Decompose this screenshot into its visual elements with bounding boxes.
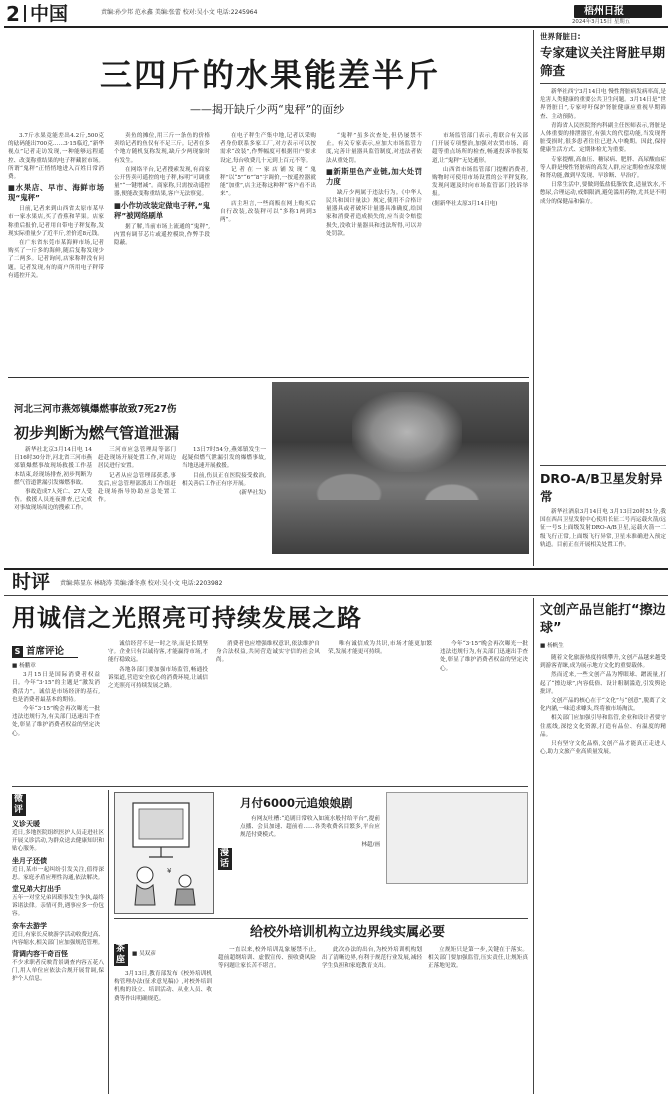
explosion-title: 初步判断为燃气管道泄漏 bbox=[14, 424, 180, 442]
right-title-2: DRO-A/B卫星发射异常 bbox=[540, 471, 663, 504]
lead-paragraph: 在电子秤生产集中地,记者以采购者身份联系多家工厂,对方表示可以按需求“改装”,作弊幅度可根据用户要求设定,每台收费几十元到上百元不等。 bbox=[220, 133, 316, 164]
right-paragraph: 日常生活中,要做到低盐低脂饮食,适量饮水,不憋尿,合理运动,戒烟限酒,避免滥用药物,尤其是不明成分的保健品和偏方。 bbox=[540, 182, 666, 205]
lead-paragraph: 山西省市场监管部门提醒消费者,购物时可使用市场设置的公平秤复称,发现问题及时向市场监管部门投诉举报。 bbox=[432, 166, 528, 198]
weiping-block-title: 奈车去游学 bbox=[12, 921, 47, 930]
cartoon-caption bbox=[240, 815, 380, 873]
cartoon-illustration bbox=[114, 792, 214, 914]
culture-title: 文创产品岂能打“擦边球” bbox=[540, 603, 666, 636]
opinion-paragraph: 诚信经营不是一时之举,而是长期坚守。企业只有以诚待客,才能赢得市场,才能行稳致远。 bbox=[108, 641, 208, 664]
opinion-credits: 责编:陈显东 林晓涛 美编:潘冬燕 校对:吴小文 电话:2203982 bbox=[60, 580, 223, 587]
lead-paragraph: 在广东省东莞市某海鲜市场,记者购买了一斤多的海鲜,随后复称发现少了二两多。记者询问,店家称秤没有问题。记者发现,有的商户所用电子秤带有遥控开关。 bbox=[8, 240, 104, 279]
chaguan-column-1 bbox=[114, 970, 212, 1094]
weiping-block-title: 坐月子还债 bbox=[12, 856, 47, 865]
lead-title: 三四斤的水果能差半斤 bbox=[99, 56, 440, 94]
page-number-divider bbox=[24, 5, 26, 22]
lead-paragraph: 缺斤少两属于违法行为。《中华人民共和国计量法》规定,使用不合格计量器具或者破坏计量器具准确度,给国家和消费者造成损失的,应当责令赔偿损失,没收计量器具和违法所得,可以并处罚款。 bbox=[326, 189, 422, 237]
cartoon-drawing bbox=[115, 793, 213, 913]
photo-credit: (新华社发) bbox=[239, 490, 266, 497]
explosion-column-2 bbox=[98, 446, 176, 558]
opinion-section-title: 时评 bbox=[12, 571, 51, 593]
culture-body bbox=[540, 654, 666, 1094]
header-date: 2024年3月15日 星期五 bbox=[572, 19, 631, 25]
weiping-divider bbox=[108, 790, 109, 1094]
explosion-column-1 bbox=[14, 446, 92, 558]
culture-paragraph: 文创产品的核心在于“文化”与“创意”,脱离了文化内涵,一味追求噱头,终将被市场淘汰。 bbox=[540, 698, 666, 713]
right-paragraph: 新华社酒泉3月14日电 3月13日20时51分,我国在西昌卫星发射中心使用长征二号丙运载火箭/远征一号S上面级发射DRO-A/B卫星,运载火箭一二级飞行正常,上面级飞行异常,卫星未准确进入预定轨道。目前正在开展相关处置工作。 bbox=[540, 509, 666, 548]
header-credits: 责编:孙少邦 范永鑫 美编:张蕾 校对:吴小文 电话:2245964 bbox=[101, 9, 258, 16]
lead-paragraph: 日前,记者来到山西省太原市某早市一家水果店,买了香蕉和苹果。店家称重后报价,记者用自带电子秤复称,发现实际重量少了近半斤,差价近8元钱。 bbox=[8, 206, 104, 237]
explosion-paragraph: 三河市应急管理局等部门赶赴现场开展处置工作,对周边居民进行安置。 bbox=[98, 447, 176, 470]
explosion-top-rule bbox=[8, 377, 529, 378]
chaguan-paragraph: 此次办法的出台,为校外培训机构划出了清晰边界,有利于规范行业发展,减轻学生负担和家庭教育支出。 bbox=[322, 947, 422, 970]
opinion-column-2 bbox=[108, 640, 208, 782]
masthead-logo bbox=[574, 5, 662, 18]
photo-smoke bbox=[352, 392, 462, 472]
weiping-block-title: 堂兄弟大打出手 bbox=[12, 885, 61, 894]
lead-paragraph: 据了解,当前市场上流通的“鬼秤”,内置有调节芯片或遥控模块,作弊手段隐蔽。 bbox=[114, 223, 210, 247]
opinion-column-3 bbox=[216, 640, 320, 782]
weiping-block-text: 近日,某市一起纠纷引发关注,值得深思。家庭矛盾应理性沟通,依法解决。 bbox=[12, 866, 104, 881]
lead-paragraph: “鬼秤”虽多次查处,但仍屡禁不止。有关专家表示,应加大市场监管力度,完善计量器具监管制度,对违法者依法从重处罚。 bbox=[326, 133, 422, 164]
weiping-block-text: 近日,多地医院组织医护人员走进社区开展义诊活动,为群众送去健康知识和贴心服务。 bbox=[12, 830, 104, 853]
opinion-paragraph: 今年“3·15”晚会再次曝光一批违法违规行为,有关部门迅速出手查处,彰显了维护消费者权益的坚定决心。 bbox=[12, 706, 100, 737]
right-column-divider bbox=[533, 30, 534, 566]
opinion-badge bbox=[12, 645, 78, 658]
lead-column-4 bbox=[326, 132, 422, 372]
weiping-label: 微评 bbox=[14, 794, 24, 815]
opinion-top-rule bbox=[4, 568, 668, 570]
cartoon-side-panel bbox=[386, 792, 528, 884]
opinion-column-1 bbox=[12, 662, 100, 782]
lead-column-2 bbox=[114, 132, 210, 372]
section-title: 中国 bbox=[30, 3, 69, 25]
culture-paragraph: 随着文化旅游热度持续攀升,文创产品越来越受到游客青睐,成为展示地方文化的重要载体。 bbox=[540, 655, 666, 670]
opinion-paragraph: 唯有诚信成为共识,市场才能更加繁荣,发展才能更可持续。 bbox=[328, 641, 432, 656]
weiping-block-title: 背调内容干奇百怪 bbox=[12, 950, 68, 959]
lead-column-3 bbox=[220, 132, 316, 372]
weiping-block-title: 义诊天暖 bbox=[12, 820, 40, 828]
masthead-text: 梧州日报 bbox=[584, 6, 624, 17]
weiping-column bbox=[12, 820, 104, 1096]
culture-paragraph: 相关部门应加强引导和监管,企业和设计者要守住底线,深挖文化资源,打造有品位、有温度的精品。 bbox=[540, 715, 666, 738]
opinion-title: 用诚信之光照亮可持续发展之路 bbox=[12, 604, 362, 632]
explosion-kicker: 河北三河市燕郊镇爆燃事故致7死27伤 bbox=[14, 404, 177, 415]
opinion-column-5 bbox=[440, 640, 528, 782]
chaguan-label: 茶座 bbox=[116, 944, 126, 965]
lead-subheading: ■新斯里色产业链,加大处罚力度 bbox=[326, 166, 422, 186]
culture-author: ■ 杨帆生 bbox=[540, 643, 564, 649]
cartoon-author: 林超/画 bbox=[361, 841, 380, 848]
chaguan-paragraph: 立规矩只是第一步,关键在于落实。相关部门要加强监管,压实责任,让规矩真正落地见效。 bbox=[428, 947, 528, 970]
manping-label-box bbox=[218, 848, 232, 870]
right-body-2 bbox=[540, 508, 666, 564]
lead-paragraph: 店主坦言,一些商贩在网上购买后自行改装,改装秤可以“多称1两到3两”。 bbox=[220, 200, 316, 224]
chaguan-column-2 bbox=[218, 946, 316, 1094]
right-paragraph: 专家提醒,高血压、糖尿病、肥胖、高尿酸血症等人群是慢性肾脏病的高发人群,应定期检查尿常规和肾功能,做到早发现、早诊断、早治疗。 bbox=[540, 156, 666, 180]
page-header bbox=[0, 0, 672, 26]
chaguan-paragraph: 一直以来,校外培训乱象屡禁不止,超前超纲培训、虚假宣传、预收费风险等问题让家长苦不堪言。 bbox=[218, 947, 316, 970]
lead-byline: (据新华社太原3月14日电) bbox=[432, 200, 498, 207]
explosion-paragraph: 目前,伤员正在医院接受救治,相关善后工作正有序开展。 bbox=[182, 472, 266, 487]
right-section-rule bbox=[540, 465, 666, 466]
culture-paragraph: 然而近来,一些文创产品为博眼球、蹭流量,打起了“擦边球”,内容低俗、设计粗制滥造,引发舆论批评。 bbox=[540, 672, 666, 695]
weiping-block-text: 五年一对堂兄弟因琐事发生争执,最终诉诸法律。亲情可贵,遇事应多一份包容。 bbox=[12, 895, 104, 918]
explosion-photo bbox=[272, 382, 529, 554]
header-rule bbox=[4, 26, 668, 28]
culture-column-divider bbox=[533, 598, 534, 1094]
lead-paragraph: 在网络平台,记者搜索发现,有商家公开售卖可遥控的电子秤,标明“可调重量”“一键增减”。商家称,只需按动遥控器,便能改变称重结果,客户无法察觉。 bbox=[114, 166, 210, 198]
chaguan-column-4 bbox=[428, 946, 528, 1094]
chaguan-author: ■ 吴双彦 bbox=[132, 951, 156, 957]
opinion-badge-icon: S bbox=[12, 646, 23, 657]
opinion-bottom-rule bbox=[12, 786, 528, 787]
page-number: 2 bbox=[6, 2, 20, 26]
lead-paragraph: 卖鱼的摊位,用三斤一条鱼的价格卖给记者的鱼仅有不足三斤。记者在多个地方随机复称发现,缺斤少两现象时有发生。 bbox=[114, 133, 210, 164]
manping-label: 漫话 bbox=[220, 848, 230, 869]
lead-column-1 bbox=[8, 132, 104, 372]
lead-paragraph: 市场监管部门表示,将联合有关部门开展专项整治,加强对农贸市场、商超等重点场所的检查,畅通投诉举报渠道,让“鬼秤”无处遁形。 bbox=[432, 133, 528, 164]
chaguan-column-3 bbox=[322, 946, 422, 1094]
explosion-paragraph: 新华社北京3月14日电 14日16时30分许,河北省三河市燕郊镇爆燃事故现场救援工作基本结束,经现场排查,初步判断为燃气管道泄漏引发爆燃事故。 bbox=[14, 447, 92, 486]
opinion-paragraph: 3月15日是国际消费者权益日。今年“3·15”的主题是“激发消费活力”。诚信是市场经济的基石,也是消费者最基本的期待。 bbox=[12, 672, 100, 703]
cartoon-text: 有网友吐槽:“追剧日常收入如流水般付给平台”,提前点播、会员加速、超前看……各类收费名目繁多,平台应规范付费模式。 bbox=[240, 816, 380, 839]
opinion-badge-label: 首席评论 bbox=[26, 646, 65, 657]
chaguan-title: 给校外培训机构立边界线实属必要 bbox=[250, 925, 446, 940]
right-paragraph: 青海省人民医院肾内科副主任医师表示,肾脏是人体重要的排泄器官,有强大的代偿功能,当发现肾脏受损时,很多患者往往已进入中晚期。因此,保持健康生活方式、定期体检尤为重要。 bbox=[540, 122, 666, 154]
lead-subheading: ■小作坊改装定做电子秤,“鬼秤”被网络刷单 bbox=[114, 200, 210, 220]
weiping-block-text: 近日,有家长反映游学活动收费过高、内容缩水,相关部门应加强规范管理。 bbox=[12, 931, 104, 946]
svg-text:¥: ¥ bbox=[167, 867, 172, 875]
culture-paragraph: 只有坚守文化品格,文创产品才能真正走进人心,助力文旅产业高质量发展。 bbox=[540, 741, 666, 756]
explosion-paragraph: 事故造成7人死亡、27人受伤。救援人员连夜排查,已完成对事故现场周边的搜索工作。 bbox=[14, 489, 92, 512]
right-paragraph: 新华社西宁3月14日电 慢性肾脏病发病率高,是危害人类健康的重要公共卫生问题。3月14日是“世界肾脏日”,专家呼吁保护肾脏健康应重视早期筛查、主动预防。 bbox=[540, 89, 666, 120]
photo-rubble bbox=[272, 500, 529, 554]
right-kicker: 世界肾脏日: bbox=[540, 32, 581, 41]
opinion-column-4 bbox=[328, 640, 432, 782]
lead-subtitle: ——揭开缺斤少两“鬼秤”的面纱 bbox=[190, 103, 345, 116]
lead-paragraph: 记者在一家店铺发现“鬼秤”以“5”“6”“8”字调价,一按遥控器就能“加重”,店主还称这种秤“客户看不出来”。 bbox=[220, 166, 316, 198]
explosion-column-3 bbox=[182, 446, 266, 558]
weiping-block-text: 不少求职者反映背景调查内容五花八门,用人单位应依法合规开展背调,保护个人信息。 bbox=[12, 960, 104, 983]
cartoon-title: 月付6000元追娘娘剧 bbox=[240, 796, 353, 810]
opinion-paragraph: 今年“3·15”晚会再次曝光一批违法违规行为,有关部门迅速出手查处,彰显了维护消费者权益的坚定决心。 bbox=[440, 641, 528, 672]
right-title: 专家建议关注肾脏早期筛查 bbox=[540, 45, 666, 78]
chaguan-paragraph: 3月13日,教育部发布《校外培训机构管理办法(征求意见稿)》,对校外培训机构的设立、培训活动、从业人员、收费等作出明确规范。 bbox=[114, 971, 212, 1002]
opinion-author: ■ 杨鹏章 bbox=[12, 663, 36, 669]
right-body bbox=[540, 88, 666, 462]
lead-subheading: ■水果店、早市、海鲜市场现“鬼秤” bbox=[8, 183, 104, 203]
explosion-paragraph: 记者从应急管理部获悉,事发后,应急管理部派出工作组赶赴现场指导协助应急处置工作。 bbox=[98, 472, 176, 504]
lead-paragraph: 3.7斤水果竟能差出4.2斤,500克的砝码能出700克……3·15临近,“新华视点”记者走访发现,一种能够远程遥控、改变称重结果的电子秤藏匿市场。所谓“鬼秤”正悄悄地进入百姓日常消费。 bbox=[8, 133, 104, 181]
opinion-paragraph: 消费者也应增强维权意识,依法维护自身合法权益,共同营造诚实守信的社会风尚。 bbox=[216, 641, 320, 664]
opinion-paragraph: 各地各部门要加强市场监管,畅通投诉渠道,营造安全放心的消费环境,让诚信之光照亮可持续发展之路。 bbox=[108, 666, 208, 690]
lead-column-5 bbox=[432, 132, 528, 372]
weiping-label-box bbox=[12, 794, 26, 816]
chaguan-top-rule bbox=[114, 918, 528, 919]
opinion-header-rule bbox=[4, 595, 668, 596]
right-title-rule bbox=[540, 83, 666, 84]
chaguan-label-box bbox=[114, 944, 128, 966]
explosion-paragraph: 13日7时54分,燕郊镇发生一起疑似燃气泄漏引发的爆燃事故,当地迅速开展救援。 bbox=[182, 447, 266, 470]
